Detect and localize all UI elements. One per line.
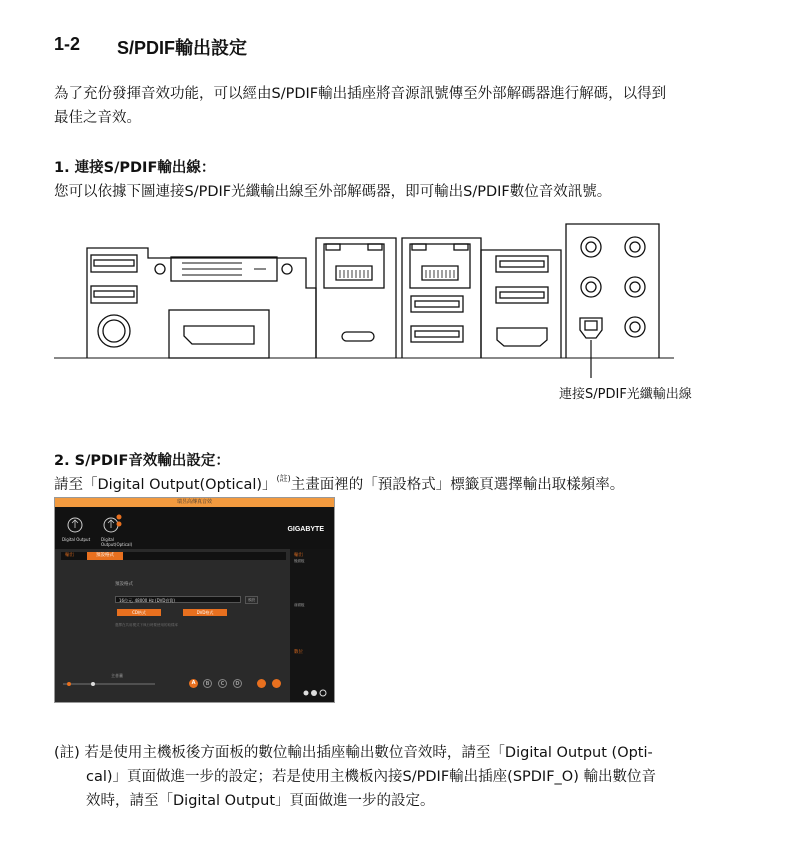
bottom-icons [292, 685, 332, 703]
speaker-icon[interactable] [257, 679, 266, 688]
audio-jack-5 [625, 317, 645, 337]
output-a-button[interactable]: A [189, 679, 198, 688]
step2-text [54, 473, 624, 494]
output-d-button[interactable]: D [233, 679, 242, 688]
displayport [184, 326, 254, 344]
hdmi-port [497, 328, 547, 346]
power-icon [320, 690, 326, 696]
window-title: 瑞昱高傳真音效 [55, 498, 334, 507]
intro-line-2: 最佳之音效。 [54, 110, 141, 126]
tab-default-format[interactable]: 預設格式 [87, 552, 123, 560]
note-line-3: 效時，請至「Digital Output」頁面做進一步的設定。 [86, 793, 435, 809]
audio-jack-3 [581, 277, 601, 297]
step2-heading: 2. S/PDIF音效輸出設定： [54, 453, 230, 469]
tab-output[interactable]: 輸出 [65, 553, 74, 558]
dvd-format-button[interactable]: DVD格式 [183, 609, 227, 616]
note-line-2: cal)」頁面做進一步的設定；若是使用主機板內接S/PDIF輸出插座(SPDIF_O) 輸出數位音 [86, 769, 656, 785]
step2-text-before: 請至「Digital Output(Optical)」 [54, 477, 277, 493]
device-bar [55, 507, 334, 549]
device-digital-output[interactable]: Digital Output [62, 537, 91, 542]
main-volume-label: 主音量 [111, 673, 123, 678]
gigabyte-logo: GIGABYTE [287, 526, 324, 533]
reset-button[interactable]: 預設 [245, 596, 258, 604]
format-hint: 選擇在共用模式下執行時要使用的取樣率 [115, 623, 178, 627]
usb-port-1 [91, 255, 137, 272]
output-b-button[interactable]: B [203, 679, 212, 688]
note-line-1: (註) 若是使用主機板後方面板的數位輸出插座輸出數位音效時，請至「Digital Output (Opti- [54, 745, 653, 761]
audio-manager-screenshot [54, 497, 335, 703]
usb-port-4 [411, 326, 463, 342]
intro-paragraph [54, 82, 754, 130]
output-c-button[interactable]: C [218, 679, 227, 688]
audio-jack-2 [625, 237, 645, 257]
info-icon [311, 690, 317, 696]
step1-text: 您可以依據下圖連接S/PDIF光纖輸出線至外部解碼器，即可輸出S/PDIF數位音效訊號。 [54, 184, 612, 200]
audio-jack-4 [625, 277, 645, 297]
usb-port-2 [91, 286, 137, 303]
tab-bar [61, 552, 286, 560]
section-number: 1-2 [54, 34, 81, 54]
side-front-panel: 前面板 [294, 603, 305, 607]
side-digital: 數位 [294, 650, 303, 655]
usb-port-3 [411, 296, 463, 312]
usb-c-port [342, 332, 374, 341]
usb-port-5 [496, 256, 548, 272]
default-format-label: 預設格式 [115, 582, 133, 587]
cd-format-button[interactable]: CD格式 [117, 609, 161, 616]
device-icons [63, 510, 133, 540]
step2-text-after: 主畫面裡的「預設格式」標籤頁選擇輸出取樣頻率。 [290, 477, 625, 493]
headphone-icon[interactable] [272, 679, 281, 688]
section-title: S/PDIF輸出設定 [117, 38, 248, 58]
side-output-title: 輸出 [294, 553, 303, 558]
note-mark: (註) [276, 474, 291, 483]
usb-port-6 [496, 287, 548, 303]
volume-slider[interactable] [59, 679, 169, 689]
footnote [54, 741, 754, 813]
side-panel [290, 549, 334, 703]
audio-jack-1 [581, 237, 601, 257]
optical-cable-caption: 連接S/PDIF光纖輸出線 [559, 387, 692, 402]
step1-heading: 1. 連接S/PDIF輸出線： [54, 160, 216, 176]
settings-icon [304, 691, 309, 696]
main-panel [55, 549, 291, 703]
side-rear-panel: 後面板 [294, 559, 305, 563]
intro-line-1: 為了充份發揮音效功能，可以經由S/PDIF輸出插座將音源訊號傳至外部解碼器進行解碼，以得到 [54, 86, 667, 102]
device-digital-optical[interactable]: Digital Output(Optical) [101, 537, 133, 547]
format-select[interactable]: 16位元, 48000 Hz (DVD音質) [115, 596, 241, 603]
